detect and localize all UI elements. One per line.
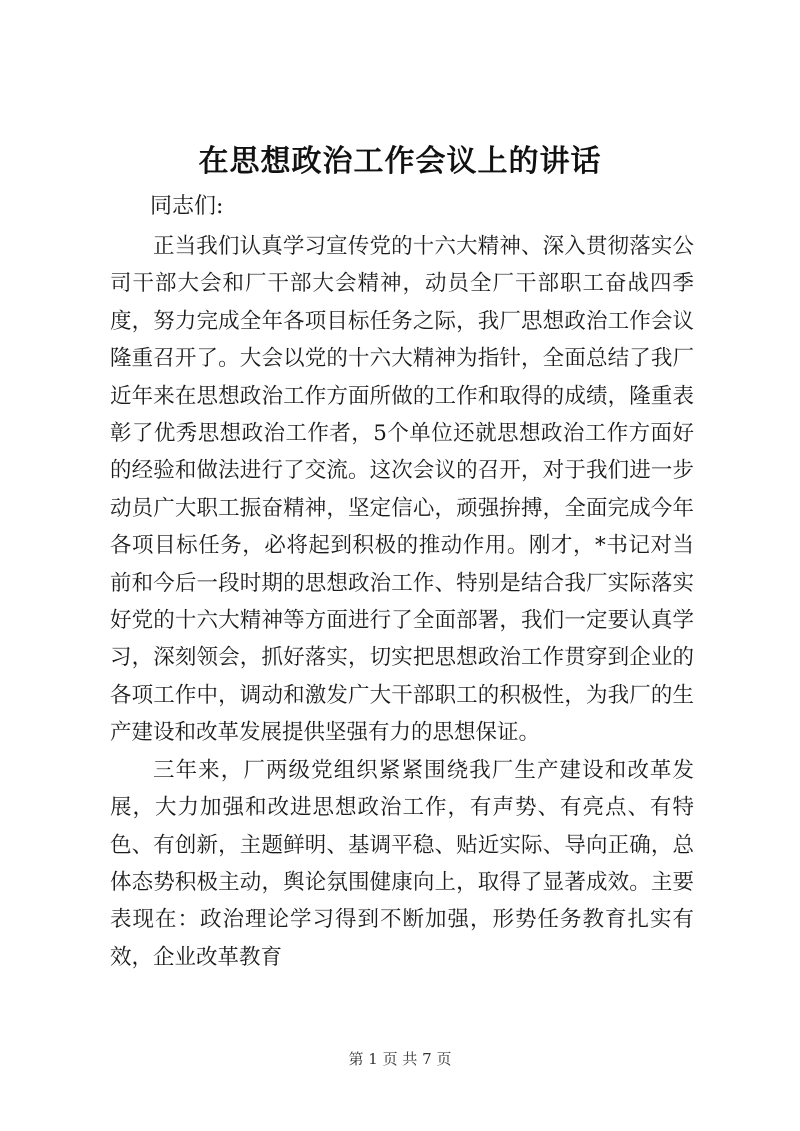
paragraph: 三年来，厂两级党组织紧紧围绕我厂生产建设和改革发展，大力加强和改进思想政治工作，有声势、有亮点、有特色、有创新，主题鲜明、基调平稳、贴近实际、导向正确，总体态势积极主动，舆论氛围健康向上，取得了显著成效。主要表现在：政治理论学习得到不断加强，形势任务教育扎实有效，企业改革教育 bbox=[110, 757, 694, 970]
document-body bbox=[110, 228, 694, 976]
document-title: 在思想政治工作会议上的讲话 bbox=[198, 144, 602, 179]
paragraph: 正当我们认真学习宣传党的十六大精神、深入贯彻落实公司干部大会和厂干部大会精神，动员全厂干部职工奋战四季度，努力完成全年各项目标任务之际，我厂思想政治工作会议隆重召开了。大会以党的十六大精神为指针，全面总结了我厂近年来在思想政治工作方面所做的工作和取得的成绩，隆重表彰了优秀思想政治工作者，5个单位还就思想政治工作方面好的经验和做法进行了交流。这次会议的召开，对于我们进一步动员广大职工振奋精神，坚定信心，顽强拚搏，全面完成今年各项目标任务，必将起到积极的推动作用。刚才，*书记对当前和今后一段时期的思想政治工作、特别是结合我厂实际落实好党的十六大精神等方面进行了全面部署，我们一定要认真学习，深刻领会，抓好落实，切实把思想政治工作贯穿到企业的各项工作中，调动和激发广大干部职工的积极性，为我厂的生产建设和改革发展提供坚强有力的思想保证。 bbox=[110, 234, 694, 746]
page-number-footer: 第 1 页 共 7 页 bbox=[348, 1050, 452, 1068]
salutation: 同志们: bbox=[150, 194, 224, 219]
